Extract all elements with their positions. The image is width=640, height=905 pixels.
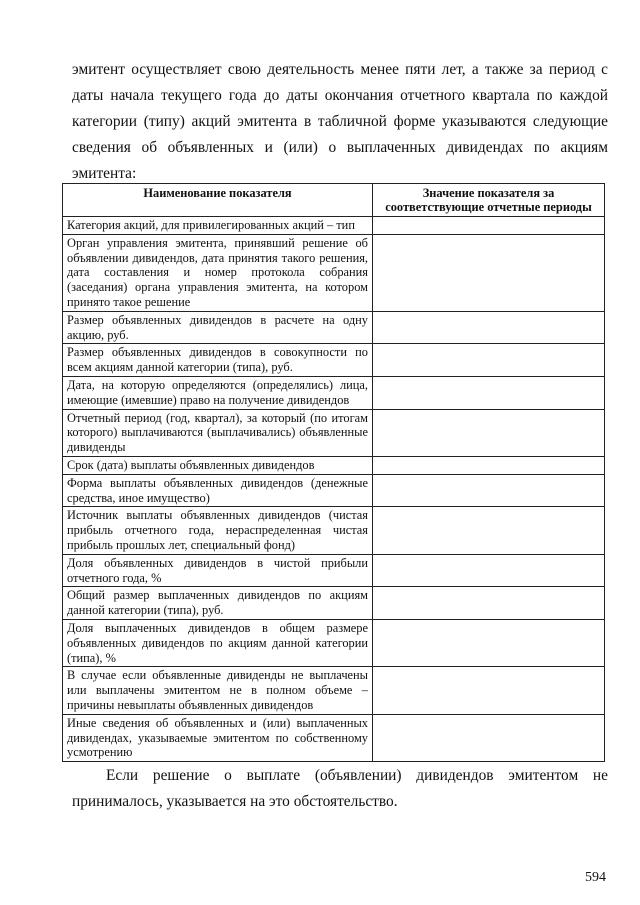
- dividends-table: [62, 183, 605, 762]
- table-row: [63, 456, 605, 474]
- value-cell: [373, 587, 605, 620]
- indicator-cell: Источник выплаты объявленных дивидендов (чистая прибыль отчетного года, нераспределенная чистая прибыль прошлых лет, специальный фонд): [63, 507, 373, 554]
- value-cell: [373, 344, 605, 377]
- value-cell: [373, 217, 605, 235]
- indicator-cell: Общий размер выплаченных дивидендов по акциям данной категории (типа), руб.: [63, 587, 373, 620]
- value-cell: [373, 234, 605, 311]
- table-row: [63, 554, 605, 587]
- indicator-cell: Форма выплаты объявленных дивидендов (денежные средства, иное имущество): [63, 474, 373, 507]
- value-cell: [373, 409, 605, 456]
- indicator-cell: Размер объявленных дивидендов в совокупности по всем акциям данной категории (типа), руб.: [63, 344, 373, 377]
- indicator-cell: В случае если объявленные дивиденды не выплачены или выплачены эмитентом не в полном объеме – причины невыплаты объявленных дивидендов: [63, 667, 373, 714]
- value-cell: [373, 619, 605, 666]
- table-row: [63, 667, 605, 714]
- closing-paragraph: Если решение о выплате (объявлении) дивидендов эмитентом не принималось, указывается на это обстоятельство.: [72, 767, 608, 810]
- value-cell: [373, 376, 605, 409]
- value-cell: [373, 554, 605, 587]
- value-cell: [373, 474, 605, 507]
- table-row: [63, 587, 605, 620]
- intro-paragraph: эмитент осуществляет свою деятельность менее пяти лет, а также за период с даты начала текущего года до даты окончания отчетного квартала по каждой категории (типу) акций эмитента в табличной форме указываются следующие сведения об объявленных и (или) о выплаченных дивидендах по акциям эмитента:: [72, 61, 608, 182]
- indicator-cell: Иные сведения об объявленных и (или) выплаченных дивидендах, указываемые эмитентом по собственному усмотрению: [63, 714, 373, 761]
- value-cell: [373, 311, 605, 344]
- table-row: [63, 311, 605, 344]
- header-indicator: Наименование показателя: [63, 184, 373, 217]
- page-number: 594: [585, 870, 606, 885]
- table-body: [63, 217, 605, 762]
- table-row: [63, 714, 605, 761]
- table-header-row: [63, 184, 605, 217]
- indicator-cell: Орган управления эмитента, принявший решение об объявлении дивидендов, дата принятия такого решения, дата составления и номер протокола собрания (заседания) органа управления эмитента, на котором принято такое решение: [63, 234, 373, 311]
- table-row: [63, 234, 605, 311]
- indicator-cell: Отчетный период (год, квартал), за который (по итогам которого) выплачиваются (выплачивались) объявленные дивиденды: [63, 409, 373, 456]
- table-row: [63, 474, 605, 507]
- table-row: [63, 344, 605, 377]
- header-value: Значение показателя за соответствующие отчетные периоды: [373, 184, 605, 217]
- value-cell: [373, 507, 605, 554]
- table-row: [63, 619, 605, 666]
- indicator-cell: Категория акций, для привилегированных акций – тип: [63, 217, 373, 235]
- indicator-cell: Доля объявленных дивидендов в чистой прибыли отчетного года, %: [63, 554, 373, 587]
- indicator-cell: Размер объявленных дивидендов в расчете на одну акцию, руб.: [63, 311, 373, 344]
- indicator-cell: Срок (дата) выплаты объявленных дивидендов: [63, 456, 373, 474]
- value-cell: [373, 456, 605, 474]
- table-row: [63, 376, 605, 409]
- indicator-cell: Доля выплаченных дивидендов в общем размере объявленных дивидендов по акциям данной категории (типа), %: [63, 619, 373, 666]
- value-cell: [373, 667, 605, 714]
- table-row: [63, 409, 605, 456]
- indicator-cell: Дата, на которую определяются (определялись) лица, имеющие (имевшие) право на получение дивидендов: [63, 376, 373, 409]
- table-row: [63, 507, 605, 554]
- value-cell: [373, 714, 605, 761]
- table-row: [63, 217, 605, 235]
